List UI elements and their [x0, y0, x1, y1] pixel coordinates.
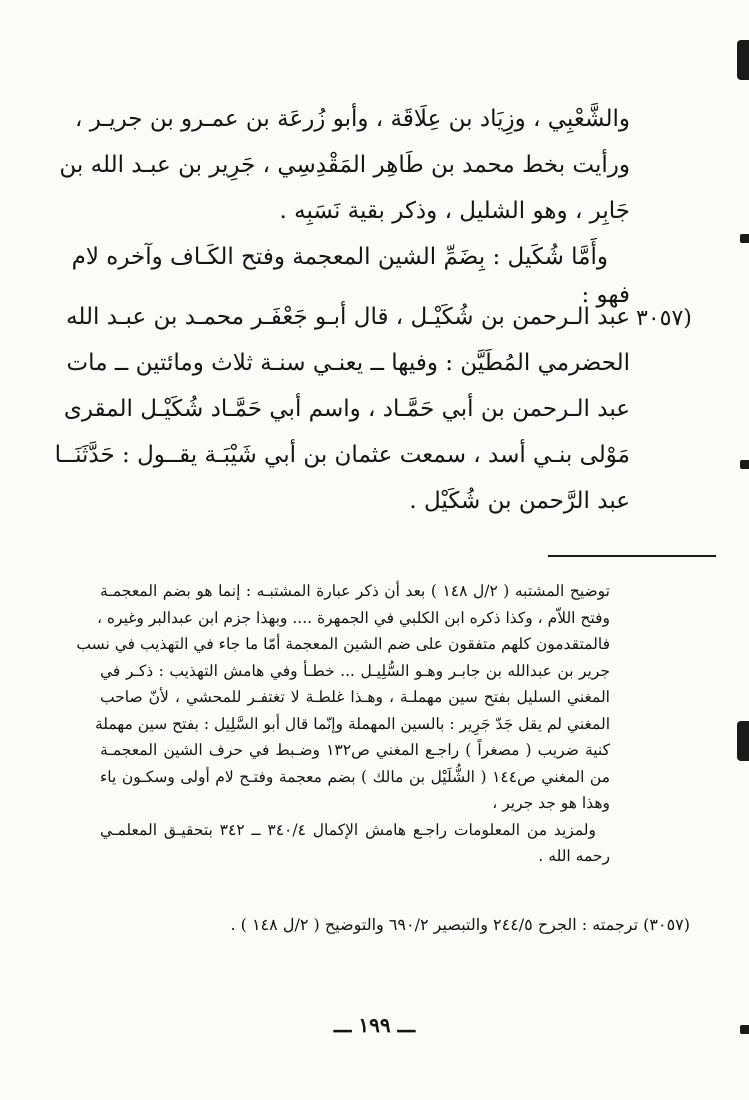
main-paragraph — [59, 96, 630, 234]
note-line: جرير بن عبدالله بن جابـر وهـو السُّلِيـل ... خطـأ وفي هامش التهذيب : ذكـر في — [100, 661, 610, 680]
page-number: ـــ ١٩٩ ـــ — [333, 1013, 416, 1037]
note-line: وفتح اللاّم ، وكذا ذكره ابن الكلبي في الجمهرة .... وبهذا جزم ابن عبدالبر وغيره ، — [96, 608, 610, 627]
footnote-divider — [548, 555, 716, 557]
footnote-3057: (٣٠٥٧) ترجمته : الجرح ٢٤٤/٥ والتبصير ٦٩٠/٢ والتوضيح ( ٢/ل ١٤٨ ) . — [230, 915, 690, 934]
margin-mark — [740, 234, 749, 243]
note-line: ولمزيد من المعلومات راجـع هامش الإكمال ٣٤٠/٤ ــ ٣٤٢ بتحقيـق المعلمـي — [100, 820, 597, 839]
entry-text-line: الحضرمي المُطَيَّن : وفيها ــ يعنـي سنـة ثلاث ومائتين ــ مات — [66, 350, 630, 376]
margin-mark — [737, 721, 749, 761]
note-line: فالمتقدمون كلهم متفقون على ضم الشين المعجمة أمّا ما جاء في التهذيب في نسب — [76, 635, 610, 653]
entry-text-line: عبد الرَّحمن بن شُكَيْل . — [409, 488, 630, 514]
note-line: المغني لم يقل جَدّ جَرِير : بالسين المهملة وإنّما قال أبو السَّلِيل : بفتح سين مهملة — [94, 714, 610, 733]
entry-text-line: عبد الـرحمن بن أبي حَمَّـاد ، واسم أبي حَمَّـاد شُكَيْـل المقرى — [63, 396, 630, 422]
margin-mark — [740, 460, 749, 469]
entry-text-line: عبد الـرحمن بن شُكَيْـل ، قال أبـو جَعْفَـر محمـد بن عبـد الله — [66, 304, 630, 330]
note-line: توضيح المشتبه ( ٢/ل ١٤٨ ) بعد أن ذكر عبارة المشتبـه : إنما هو بضم المعجمـة — [100, 582, 610, 600]
main-text-line: وأَمَّا شُكَيل : بِضَمِّ الشين المعجمة وفتح الكَـاف وآخره لام — [71, 244, 608, 270]
main-text-line: ورأيت بخط محمد بن طَاهِر المَقْدِسِي ، جَرِير بن عبـد الله بن — [59, 152, 630, 178]
main-text-line: جَابِر ، وهو الشليل ، وذكر بقية نَسَبِه . — [279, 198, 630, 224]
footnotes — [76, 578, 610, 870]
margin-mark — [740, 1025, 749, 1034]
main-text-line: فهو : — [581, 282, 630, 308]
entry-text-line: مَوْلى بنـي أسد ، سمعت عثمان بن أبي شَيْبَـة يقــول : حَدَّثَنَــا — [54, 442, 630, 468]
margin-mark — [737, 40, 749, 80]
note-line: كنية ضريب ( مصغراً ) راجـع المغني ص١٣٢ وضـبط في حرف الشين المعجمـة — [100, 741, 610, 759]
entry-number: (٣٠٥٧ — [636, 306, 692, 331]
main-text-line: والشَّعْبِي ، وزِيَاد بن عِلَاقَة ، وأبو زُرعَة بن عمـرو بن جريـر ، — [75, 106, 630, 132]
note-line: من المغني ص١٤٤ ( الشُّلَيْل بن مالك ) بضم معجمة وفتـح لام أولى وسكـون ياء — [100, 767, 610, 786]
note-line: رحمه الله . — [538, 847, 610, 865]
note-line: وهذا هو جد جرير ، — [492, 794, 610, 812]
note-line: المغني السليل بفتح سين مهملـة ، وهـذا غلطـة لا تغتفـر للمحشي ، لأنّ صاحب — [100, 688, 610, 706]
entry-3057 — [54, 294, 630, 524]
